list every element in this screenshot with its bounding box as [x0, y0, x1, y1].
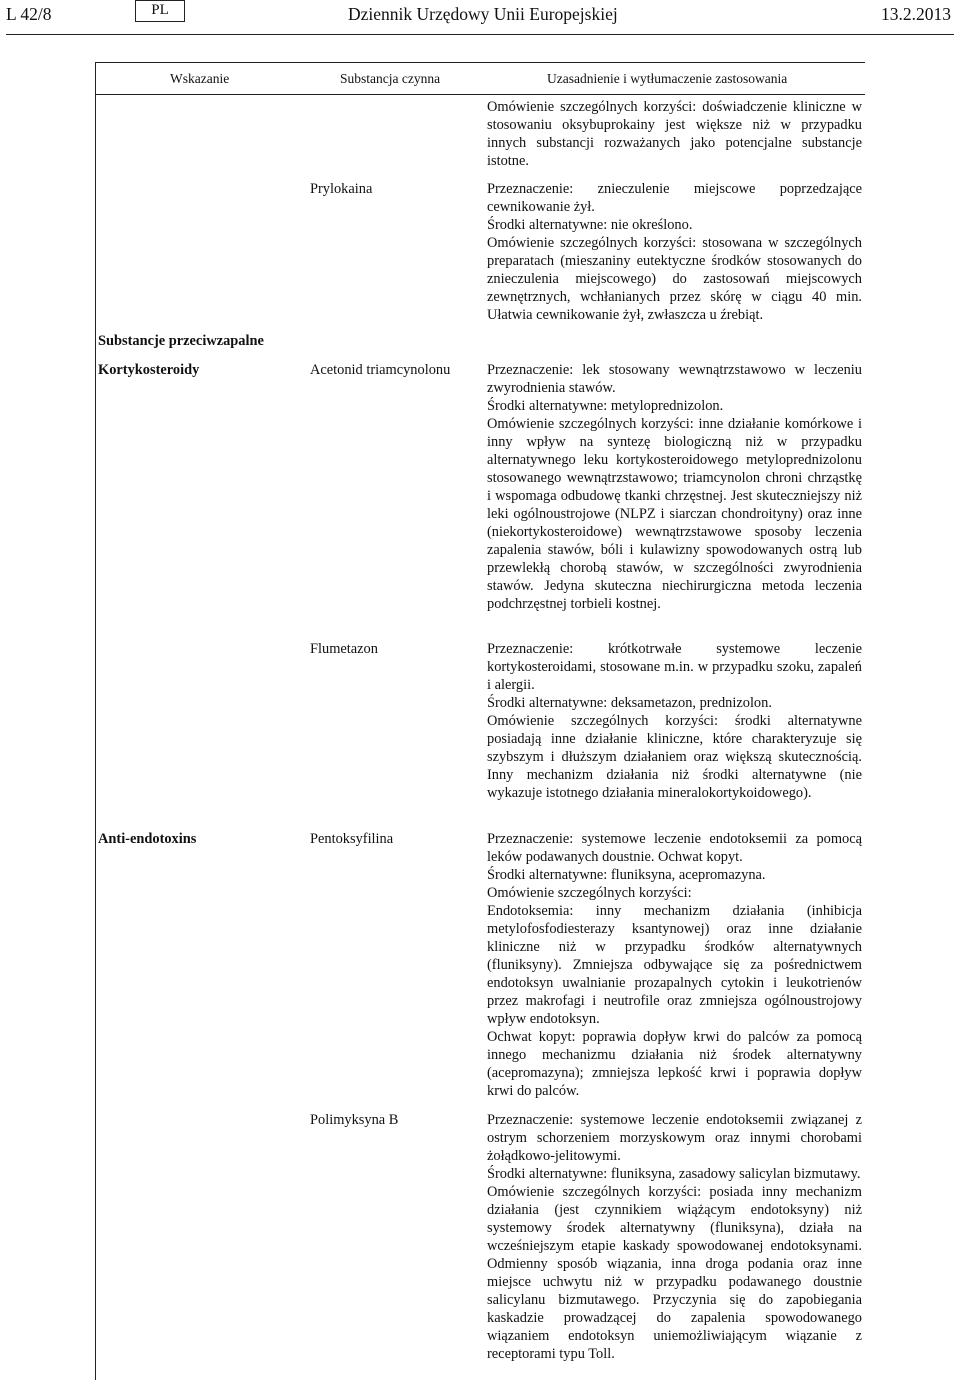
page-reference: L 42/8	[6, 4, 52, 24]
flumetazon-justification	[487, 640, 862, 802]
indication-kortykosteroidy: Kortykosteroidy	[98, 362, 200, 378]
alternatives-text: Środki alternatywne: fluniksyna, zasadowy salicylan bizmutawy.	[487, 1166, 861, 1182]
benefits-text: Omówienie szczególnych korzyści: środki alternatywne posiadają inne działanie kliniczne, które charakteryzuje się szybszym i dłuższym działaniem oraz większą skutecznością. Inny mechanizm działania niż środki alternatywne (nie wykazuje istotnego działania mineralokortykoidowego).	[487, 713, 862, 801]
purpose-text: Przeznaczenie: lek stosowany wewnątrzstawowo w leczeniu zwyrodnienia stawów.	[487, 362, 862, 396]
benefits-text: Omówienie szczególnych korzyści: inne działanie komórkowe i inny wpływ na syntezę biologiczną niż w przypadku alternatywnego leku kortykosteroidowego metyloprednizolonu stosowanego wewnątrzstawowo; triamcynolon chroni chrząstkę i wspomaga odbudowę tkanki chrzęstnej. Jest skuteczniejszy niż leki ogólnoustrojowe (NLPZ i siarczan chondroityny) oraz inne (niekortykosteroidowe) wewnątrzstawowe sposoby leczenia zapalenia stawów, bóli i kulawizny spowodowanych ostrą lub przewlekłą chorobą stawów, w szczególności zwyrodnienia stawów. Jedyna skuteczna niechirurgiczna metoda leczenia podchrzęstnej torbieli kostnej.	[487, 416, 862, 612]
pentoksyfilina-justification	[487, 830, 862, 1100]
prylokaina-justification	[487, 180, 862, 324]
header-rule	[6, 34, 954, 35]
journal-title: Dziennik Urzędowy Unii Europejskiej	[348, 4, 618, 24]
alternatives-text: Środki alternatywne: nie określono.	[487, 217, 693, 233]
alternatives-text: Środki alternatywne: fluniksyna, acepromazyna.	[487, 867, 766, 883]
column-header-justification: Uzasadnienie i wytłumaczenie zastosowania	[547, 71, 788, 86]
substance-flumetazon: Flumetazon	[310, 641, 378, 657]
substance-pentoksyfilina: Pentoksyfilina	[310, 831, 394, 847]
benefits-text: Omówienie szczególnych korzyści: stosowana w szczególnych preparatach (mieszaniny eutektyczne środków stosowanych do znieczulenia miejscowego) do zastosowań miejscowych zewnętrznych, wchłanianych przez skórę w ciągu 40 min. Ułatwia cewnikowanie żył, zwłaszcza u źrebiąt.	[487, 235, 862, 323]
purpose-text: Przeznaczenie: znieczulenie miejscowe poprzedzające cewnikowanie żył.	[487, 181, 862, 215]
substance-acetonid: Acetonid triamcynolonu	[310, 362, 451, 378]
document-table	[95, 62, 865, 1380]
purpose-text: Przeznaczenie: systemowe leczenie endotoksemii za pomocą leków podawanych doustnie. Ochwat kopyt.	[487, 831, 862, 865]
substance-prylokaina: Prylokaina	[310, 181, 373, 197]
acetonid-justification	[487, 361, 862, 613]
laminitis-text: Ochwat kopyt: poprawia dopływ krwi do palców za pomocą innego mechanizmu działania niż środek alternatywny (acepromazyna); zmniejsza lepkość krwi i poprawia dopływ krwi do palców.	[487, 1029, 862, 1099]
purpose-text: Przeznaczenie: krótkotrwałe systemowe leczenie kortykosteroidami, stosowane m.in. w przypadku szoku, zapaleń i alergii.	[487, 641, 862, 693]
language-badge: PL	[135, 0, 185, 22]
purpose-text: Przeznaczenie: systemowe leczenie endotoksemii związanej z ostrym schorzeniem morzyskowym oraz innymi chorobami żołądkowo-jelitowymi.	[487, 1112, 862, 1164]
benefits-text: Omówienie szczególnych korzyści: posiada inny mechanizm działania (jest czynnikiem wiążącym endotoksyny) niż systemowy środek alternatywny (fluniksyna), działa na wcześniejszym etapie kaskady spowodowanej endotoksynami. Odmienny sposób wiązania, inna droga podania oraz inne miejsce uchwytu niż w przypadku podawanego doustnie salicylanu bizmutawego. Przyczynia się do zapobiegania kaskadzie prowadzącej do zapalenia spowodowanego wiązaniem endotoksyn uniemożliwiającym wiązanie z receptorami typu Toll.	[487, 1184, 862, 1362]
table-left-border	[95, 62, 96, 1380]
continuation-text	[487, 98, 862, 170]
alternatives-text: Środki alternatywne: deksametazon, prednizolon.	[487, 695, 772, 711]
alternatives-text: Środki alternatywne: metyloprednizolon.	[487, 398, 724, 414]
page-header	[0, 0, 960, 30]
endotoxemia-text: Endotoksemia: inny mechanizm działania (inhibicja metylofosfodiesterazy ksantynowej) oraz inne działanie kliniczne niż w przypadku środków alternatywnych (fluniksyny). Zmniejsza odbywające się za pośrednictwem endotoksyn uwalnianie prozapalnych cytokin i leukotrienów przez makrofagi i neutrofile oraz zmniejsza ogólnoustrojowy wpływ endotoksyn.	[487, 903, 862, 1027]
publication-date: 13.2.2013	[881, 4, 951, 24]
section-label: Substancje przeciwzapalne	[98, 333, 264, 349]
polimyksyna-justification	[487, 1111, 862, 1363]
table-top-border	[95, 62, 865, 63]
substance-polimyksyna: Polimyksyna B	[310, 1112, 399, 1128]
benefits-heading: Omówienie szczególnych korzyści:	[487, 885, 692, 901]
table-header-rule	[95, 94, 865, 95]
column-header-indication: Wskazanie	[170, 71, 230, 86]
continuation-paragraph: Omówienie szczególnych korzyści: doświadczenie kliniczne w stosowaniu oksybuprokainy jest większe niż w przypadku innych substancji rozważanych jako potencjalne substancje istotne.	[487, 99, 862, 169]
column-header-substance: Substancja czynna	[340, 71, 441, 86]
indication-anti-endotoxins: Anti-endotoxins	[98, 831, 197, 847]
